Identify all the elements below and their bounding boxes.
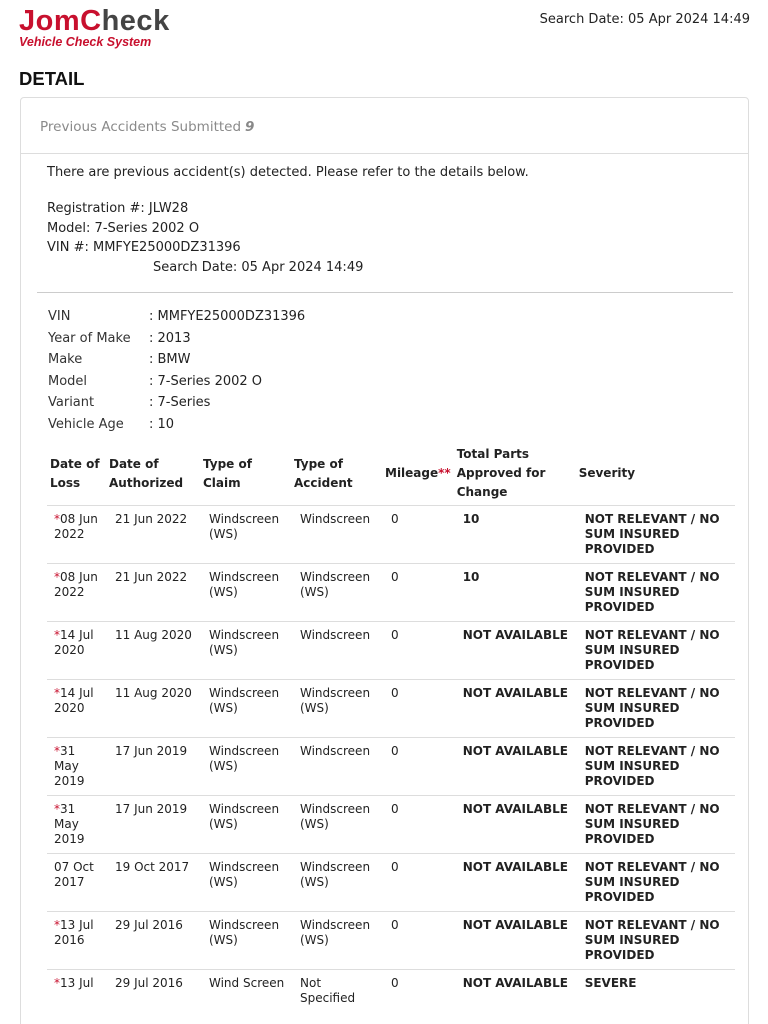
cell-mileage: 0 [382,505,454,563]
cell-total-parts: 10 [454,505,576,563]
cell-severity: NOT RELEVANT / NO SUM INSURED PROVIDED [576,795,735,853]
cell-mileage: 0 [382,563,454,621]
vehicle-detail-value: : MMFYE25000DZ31396 [149,309,306,325]
vin-line: VIN #: MMFYE25000DZ31396 [47,240,241,255]
cell-type-of-claim: Windscreen (WS) [200,737,291,795]
table-row [47,853,735,911]
table-row [47,737,735,795]
table-header-row [47,443,735,505]
cell-date-of-loss: *13 Jul [47,969,106,1024]
cell-date-of-loss: *14 Jul 2020 [47,679,106,737]
cell-date-of-loss: *31 May 2019 [47,795,106,853]
model-line: Model: 7-Series 2002 O [47,220,200,236]
vehicle-detail-value: : 7-Series [149,395,211,411]
accidents-panel [20,97,749,1024]
cell-date-authorized: 11 Aug 2020 [106,621,200,679]
cell-total-parts: NOT AVAILABLE [454,621,576,679]
panel-title: Previous Accidents Submitted [40,119,242,135]
accident-count-badge: 9 [245,119,255,135]
cell-total-parts: NOT AVAILABLE [454,853,576,911]
cell-type-of-accident: Windscreen (WS) [291,853,382,911]
required-star: * [54,627,60,642]
required-star: * [54,569,60,584]
panel-header [21,98,748,154]
cell-total-parts: 10 [454,563,576,621]
col-type-of-accident: Type of Accident [294,456,353,490]
col-total-parts: Total Parts Approved for Change [456,447,546,500]
logo-tagline: Vehicle Check System [19,35,152,49]
vehicle-detail-label: Make [48,352,83,368]
cell-date-of-loss: *08 Jun 2022 [47,505,106,563]
vehicle-detail-label: Variant [48,395,95,411]
cell-type-of-claim: Windscreen (WS) [200,795,291,853]
cell-total-parts: NOT AVAILABLE [454,969,576,1024]
cell-type-of-claim: Windscreen (WS) [200,911,291,969]
vehicle-detail-value: : 10 [149,416,175,432]
table-row [47,563,735,621]
cell-date-authorized: 21 Jun 2022 [106,505,200,563]
cell-severity: NOT RELEVANT / NO SUM INSURED PROVIDED [576,621,735,679]
cell-type-of-claim: Windscreen (WS) [200,505,291,563]
table-row [47,505,735,563]
col-severity: Severity [578,466,636,481]
page-title: DETAIL [19,68,85,89]
cell-type-of-claim: Windscreen (WS) [200,679,291,737]
cell-total-parts: NOT AVAILABLE [454,737,576,795]
cell-type-of-accident: Windscreen (WS) [291,795,382,853]
panel-search-date: Search Date: 05 Apr 2024 14:49 [153,259,364,275]
cell-type-of-claim: Wind Screen [200,969,291,1024]
table-row [47,795,735,853]
cell-date-authorized: 21 Jun 2022 [106,563,200,621]
cell-total-parts: NOT AVAILABLE [454,911,576,969]
registration-line: Registration #: JLW28 [47,201,189,216]
vehicle-detail-label: Model [48,373,88,389]
search-date: Search Date: 05 Apr 2024 14:49 [539,12,750,27]
col-date-authorized: Date of Authorized [109,456,184,490]
vehicle-detail-row [48,306,305,328]
registration-summary [47,199,363,277]
cell-date-authorized: 29 Jul 2016 [106,969,200,1024]
required-star: * [54,917,60,932]
accidents-table [47,443,735,1024]
vehicle-detail-label: Year of Make [48,330,131,346]
vehicle-detail-row [48,328,305,350]
vehicle-details [48,306,305,435]
cell-severity: NOT RELEVANT / NO SUM INSURED PROVIDED [576,853,735,911]
cell-date-of-loss: 07 Oct 2017 [47,853,106,911]
vehicle-detail-value: : 7-Series 2002 O [149,373,263,389]
cell-type-of-accident: Windscreen (WS) [291,911,382,969]
col-date-of-loss: Date of Loss [50,456,100,490]
vehicle-detail-value: : 2013 [149,330,191,346]
cell-date-authorized: 17 Jun 2019 [106,795,200,853]
cell-type-of-accident: Windscreen [291,505,382,563]
vehicle-detail-value: : BMW [149,352,191,368]
intro-text: There are previous accident(s) detected. Please refer to the details below. [47,165,529,180]
cell-date-authorized: 29 Jul 2016 [106,911,200,969]
cell-type-of-accident: Windscreen [291,621,382,679]
cell-mileage: 0 [382,969,454,1024]
required-star: * [54,801,60,816]
vehicle-detail-row [48,392,305,414]
cell-severity: NOT RELEVANT / NO SUM INSURED PROVIDED [576,737,735,795]
cell-type-of-accident: Windscreen (WS) [291,679,382,737]
cell-mileage: 0 [382,853,454,911]
cell-date-of-loss: *14 Jul 2020 [47,621,106,679]
cell-type-of-accident: Windscreen [291,737,382,795]
cell-severity: NOT RELEVANT / NO SUM INSURED PROVIDED [576,505,735,563]
divider [37,292,733,293]
required-star: * [54,743,60,758]
cell-total-parts: NOT AVAILABLE [454,795,576,853]
mileage-marker: ** [438,466,451,481]
cell-date-authorized: 17 Jun 2019 [106,737,200,795]
cell-mileage: 0 [382,621,454,679]
cell-severity: NOT RELEVANT / NO SUM INSURED PROVIDED [576,563,735,621]
cell-mileage: 0 [382,737,454,795]
cell-date-of-loss: *08 Jun 2022 [47,563,106,621]
cell-date-of-loss: *13 Jul 2016 [47,911,106,969]
cell-type-of-claim: Windscreen (WS) [200,621,291,679]
cell-mileage: 0 [382,911,454,969]
table-row [47,911,735,969]
col-mileage: Mileage** [385,466,451,481]
cell-mileage: 0 [382,795,454,853]
cell-total-parts: NOT AVAILABLE [454,679,576,737]
vehicle-detail-label: Vehicle Age [48,416,124,432]
table-row [47,679,735,737]
cell-severity: SEVERE [576,969,735,1024]
vehicle-detail-row [48,414,305,436]
vehicle-detail-row [48,371,305,393]
table-row [47,969,735,1024]
cell-date-of-loss: *31 May 2019 [47,737,106,795]
cell-date-authorized: 19 Oct 2017 [106,853,200,911]
required-star: * [54,685,60,700]
cell-type-of-claim: Windscreen (WS) [200,853,291,911]
vehicle-detail-row [48,349,305,371]
jomcheck-logo[interactable] [19,6,170,48]
col-type-of-claim: Type of Claim [203,456,252,490]
cell-mileage: 0 [382,679,454,737]
table-row [47,621,735,679]
required-star: * [54,511,60,526]
vehicle-detail-label: VIN [48,309,71,325]
logo-wordmark: JomCheck [19,5,170,37]
cell-type-of-accident: Not Specified [291,969,382,1024]
cell-type-of-accident: Windscreen (WS) [291,563,382,621]
required-star: * [54,975,60,990]
cell-severity: NOT RELEVANT / NO SUM INSURED PROVIDED [576,911,735,969]
cell-type-of-claim: Windscreen (WS) [200,563,291,621]
cell-date-authorized: 11 Aug 2020 [106,679,200,737]
cell-severity: NOT RELEVANT / NO SUM INSURED PROVIDED [576,679,735,737]
